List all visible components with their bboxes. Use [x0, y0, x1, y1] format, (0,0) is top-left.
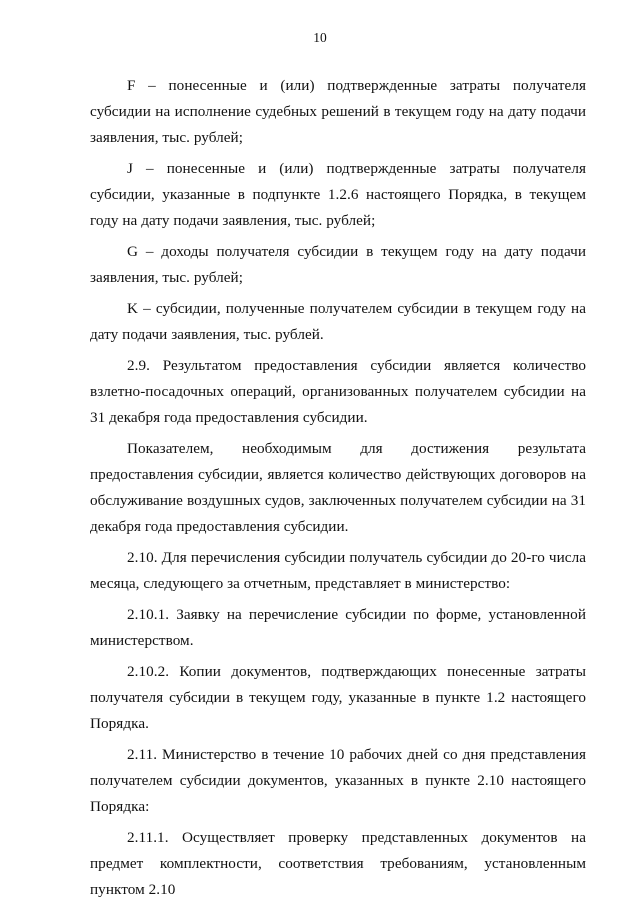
paragraph-2-11-1: 2.11.1. Осуществляет проверку представленных документов на предмет комплектности, соответствия требованиям, установленным пунктом 2.10 [90, 829, 586, 898]
page-number: 10 [313, 30, 327, 45]
document-body [90, 73, 586, 908]
paragraph-k-definition: K – субсидии, полученные получателем субсидии в текущем году на дату подачи заявления, тыс. рублей. [90, 300, 586, 343]
paragraph-g-definition: G – доходы получателя субсидии в текущем году на дату подачи заявления, тыс. рублей; [90, 243, 586, 286]
paragraph-2-10-2: 2.10.2. Копии документов, подтверждающих понесенные затраты получателя субсидии в текущем году, указанные в пункте 1.2 настоящего Порядка. [90, 663, 586, 732]
paragraph-j-definition: J – понесенные и (или) подтвержденные затраты получателя субсидии, указанные в подпункте 1.2.6 настоящего Порядка, в текущем году на дату подачи заявления, тыс. рублей; [90, 160, 586, 229]
paragraph-2-11: 2.11. Министерство в течение 10 рабочих дней со дня представления получателем субсидии документов, указанных в пункте 2.10 настоящего Порядка: [90, 746, 586, 815]
paragraph-2-9: 2.9. Результатом предоставления субсидии является количество взлетно-посадочных операций, организованных получателем субсидии на 31 декабря года предоставления субсидии. [90, 357, 586, 426]
paragraph-f-definition: F – понесенные и (или) подтвержденные затраты получателя субсидии на исполнение судебных решений в текущем году на дату подачи заявления, тыс. рублей; [90, 77, 586, 146]
paragraph-indicator: Показателем, необходимым для достижения результата предоставления субсидии, является количество действующих договоров на обслуживание воздушных судов, заключенных получателем субсидии на 31 декабря года предоставления субсидии. [90, 440, 586, 535]
paragraph-2-10-1: 2.10.1. Заявку на перечисление субсидии по форме, установленной министерством. [90, 606, 586, 649]
paragraph-2-10: 2.10. Для перечисления субсидии получатель субсидии до 20-го числа месяца, следующего за отчетным, представляет в министерство: [90, 549, 586, 592]
